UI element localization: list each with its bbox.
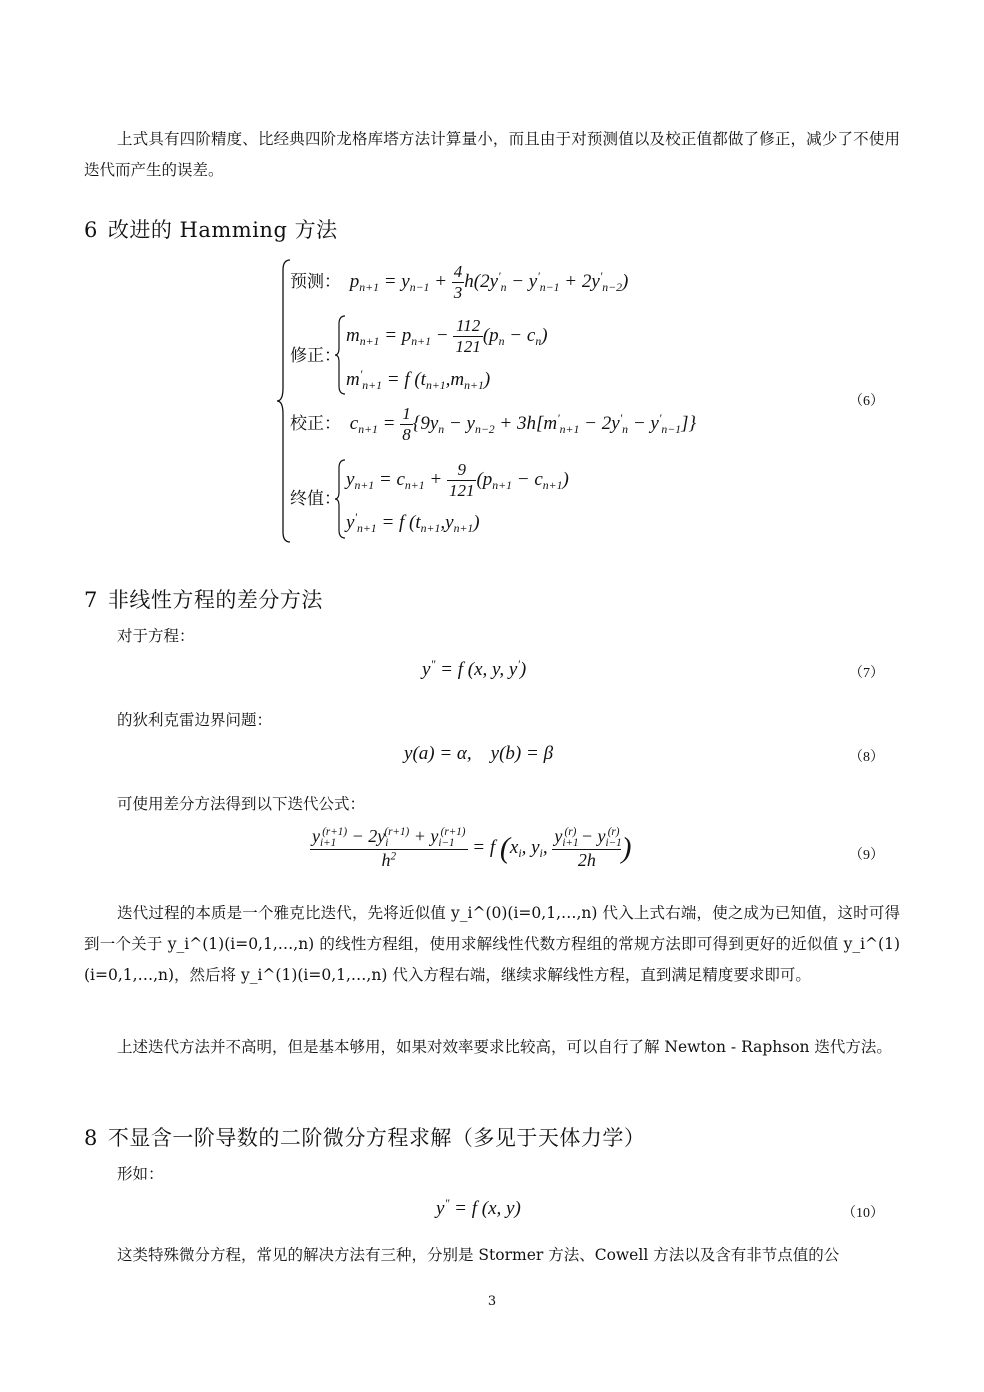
page-number: 3 xyxy=(487,1294,497,1309)
eq7-number: （7） xyxy=(849,666,884,681)
equation-9: $\frac{y_{i+1}^{(r+1)} - 2y_i^{(r+1)} + y_{i-1}^{(r+1)}}{h^2}$ = f ($x_i$, $y_i$, $\frac{y_{i+1}^{(r)} - y_{i-1}^{(r)}}{2h}$ ) xyxy=(312,826,632,870)
label-modify: 修正： xyxy=(290,346,341,366)
section-8-number: 8 xyxy=(84,1126,98,1150)
label-final-row xyxy=(290,484,341,510)
iterative-text: 可使用差分方法得到以下迭代公式： xyxy=(117,795,366,813)
label-final: 终值： xyxy=(290,489,341,509)
methods-paragraph: 这类特殊微分方程，常见的解决方法有三种，分别是 Stormer 方法、Cowell 方法以及含有非节点值的公 xyxy=(117,1246,840,1264)
eq6-final-row-2: $y'_{n+1} = f$ $(t_{n+1},y_{n+1})$ xyxy=(346,511,480,536)
eq6-modify-row-1: $m_{n+1} = p_{n+1}$ − $\frac{112}{121}$ $(p_n - c_n)$ xyxy=(346,316,548,356)
intro-paragraph: 上式具有四阶精度、比经典四阶龙格库塔方法计算量小，而且由于对预测值以及校正值都做了修正，减少了不使用迭代而产生的误差。 xyxy=(84,130,900,179)
label-correct: 校正： xyxy=(290,413,341,434)
equation-8: y(a) = α, y(b) = β xyxy=(404,743,554,764)
section-8-heading xyxy=(84,1122,645,1152)
section-7-heading xyxy=(84,584,323,614)
eq9-number: （9） xyxy=(849,848,884,863)
equation-7: y" = f (x, y, y') xyxy=(422,658,527,681)
section-6-number: 6 xyxy=(84,218,98,242)
eq6-modify-row-2: $m'_{n+1} = f$ $(t_{n+1},m_{n+1})$ xyxy=(346,368,491,393)
section-7-title: 非线性方程的差分方法 xyxy=(107,588,323,612)
section-7-number: 7 xyxy=(84,588,98,612)
section-8-title: 不显含一阶导数的二阶微分方程求解（多见于天体力学） xyxy=(107,1126,646,1150)
section-6-title: 改进的 Hamming 方法 xyxy=(107,218,338,242)
dirichlet-text: 的狄利克雷边界问题： xyxy=(117,711,273,729)
eq6-predict-row: 预测： $p_{n+1} = y_{n-1}$ + $\frac{4}{3}$ $h(2y'_n - y'_{n-1} + 2y'_{n-2})$ xyxy=(290,262,629,302)
newton-paragraph: 上述迭代方法并不高明，但是基本够用，如果对效率要求比较高，可以自行了解 Newton - Raphson 迭代方法。 xyxy=(117,1038,892,1056)
eq8-number: （8） xyxy=(849,750,884,765)
eq10-number: （10） xyxy=(842,1206,884,1221)
label-predict: 预测： xyxy=(290,271,341,292)
equation-10: y" = f (x, y) xyxy=(436,1197,521,1220)
jacobi-paragraph: 迭代过程的本质是一个雅克比迭代，先将近似值 y_i^(0)(i=0,1,…,n) 代入上式右端，使之成为已知值，这时可得到一个关于 y_i^(1)(i=0,1,…,n) 的线性方程组，使用求解线性代数方程组的常规方法即可得到更好的近似值 y_i^(1)(i=0,1,…,n)，然后将 y_i^(1)(i=0,1,…,n) 代入方程右端，继续求解线性方程，直到满足精度要求即可。 xyxy=(84,904,900,984)
label-modify-row xyxy=(290,341,341,367)
section-6-heading xyxy=(84,214,338,244)
eq6-final-row-1: $y_{n+1} = c_{n+1}$ + $\frac{9}{121}$ $(p_{n+1} - c_{n+1})$ xyxy=(346,460,569,500)
for-equation-text: 对于方程： xyxy=(117,627,195,645)
form-text: 形如： xyxy=(117,1165,164,1183)
eq6-number: （6） xyxy=(849,394,884,409)
eq6-correct-row: 校正： $c_{n+1}$ = $\frac{1}{8}$ $\{9y_n - y_{n-2} + 3h[m'_{n+1} - 2y'_n - y'_{n-1}]\}$ xyxy=(290,404,697,444)
